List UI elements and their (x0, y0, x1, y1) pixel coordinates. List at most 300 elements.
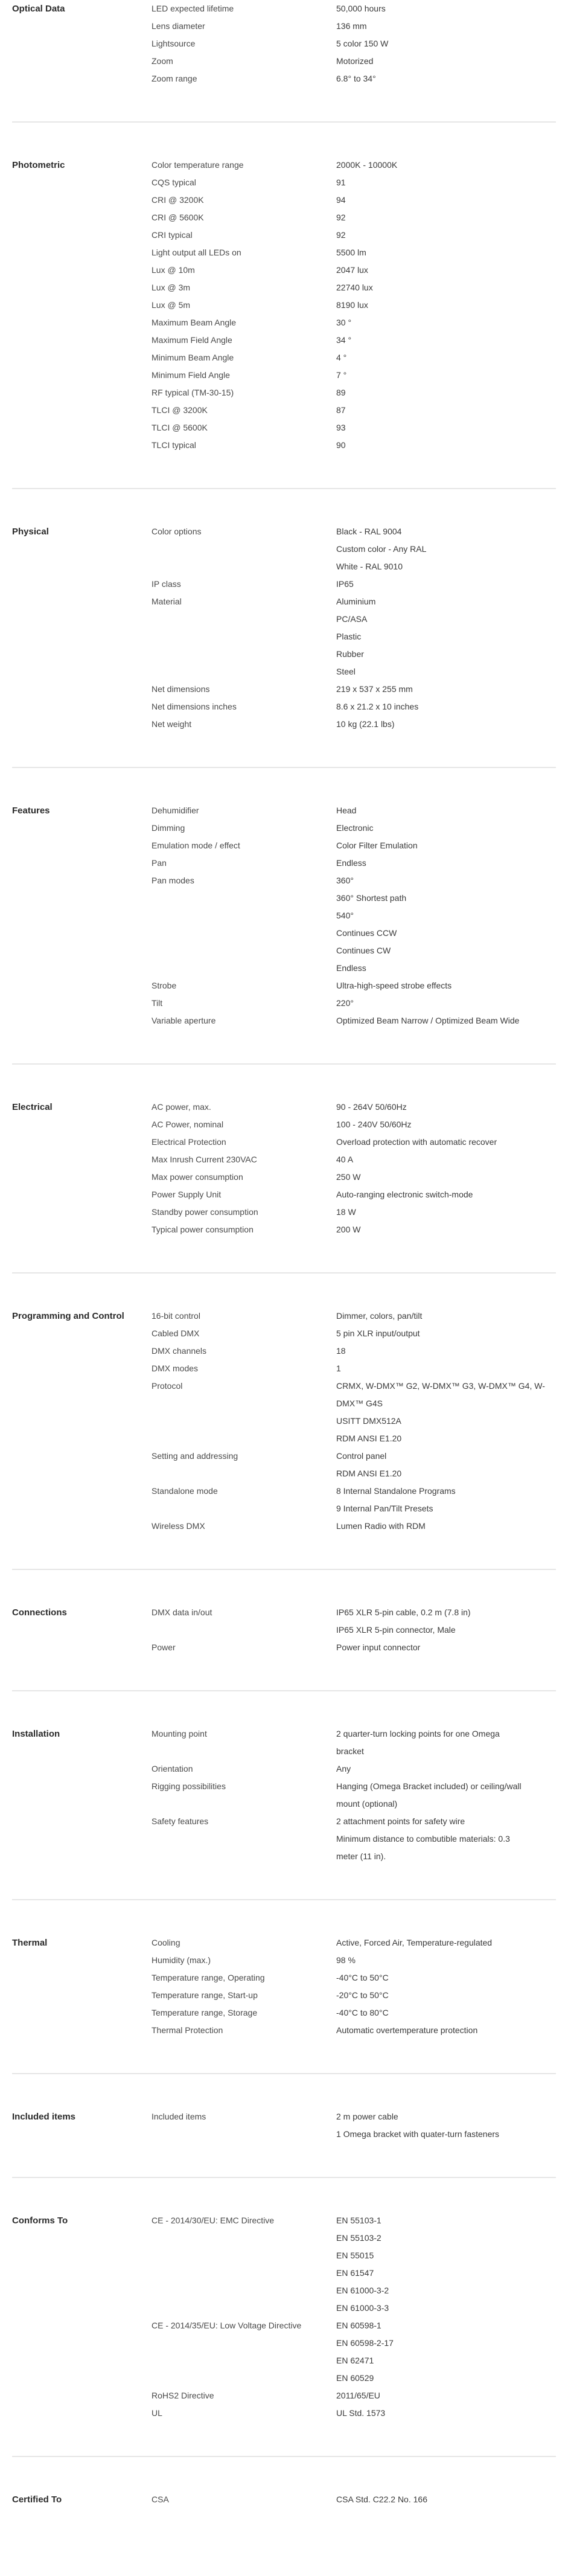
spec-value: 219 x 537 x 255 mm (336, 684, 413, 694)
spec-values (336, 1307, 556, 1325)
spec-row (152, 2405, 556, 2422)
spec-label: Dimming (152, 823, 185, 833)
spec-row (152, 1133, 556, 1151)
spec-values (336, 0, 556, 18)
spec-values (336, 2491, 556, 2508)
spec-values (336, 977, 556, 995)
spec-value: 2 quarter-turn locking points for one Omega (336, 1729, 500, 1738)
spec-rows (152, 1098, 556, 1238)
section-title: Photometric (12, 160, 65, 170)
spec-values (336, 2004, 556, 2022)
spec-value: Aluminium (336, 597, 376, 606)
spec-values (336, 191, 556, 209)
spec-value: 34 ° (336, 335, 352, 345)
spec-section-photometric (12, 156, 556, 489)
spec-row (152, 1012, 556, 1030)
spec-label: Max Inrush Current 230VAC (152, 1155, 257, 1164)
spec-row (152, 716, 556, 733)
spec-label: CQS typical (152, 178, 196, 187)
spec-values (336, 575, 556, 593)
spec-row (152, 681, 556, 698)
spec-value: Continues CCW (336, 928, 397, 938)
spec-values (336, 1778, 556, 1813)
spec-value: Custom color - Any RAL (336, 544, 427, 554)
spec-value: 2011/65/EU (336, 2391, 380, 2400)
spec-value: 6.8° to 34° (336, 74, 376, 83)
spec-section-connections (12, 1604, 556, 1691)
spec-value: -40°C to 50°C (336, 1973, 389, 1982)
spec-values (336, 314, 556, 332)
spec-row (152, 1203, 556, 1221)
spec-label: Material (152, 597, 182, 606)
spec-value: 22740 lux (336, 283, 373, 292)
spec-value: -20°C to 50°C (336, 1990, 389, 2000)
spec-row (152, 854, 556, 872)
spec-value: Active, Forced Air, Temperature-regulated (336, 1938, 493, 1947)
spec-row (152, 226, 556, 244)
section-title: Connections (12, 1607, 67, 1618)
spec-values (336, 593, 556, 681)
section-title: Conforms To (12, 2216, 68, 2226)
spec-row (152, 1221, 556, 1238)
spec-values (336, 1151, 556, 1168)
spec-row (152, 1639, 556, 1656)
spec-value: CSA Std. C22.2 No. 166 (336, 2494, 427, 2504)
spec-section-programming-and-control (12, 1307, 556, 1570)
spec-value: 92 (336, 213, 346, 222)
spec-label: TLCI @ 3200K (152, 405, 208, 415)
spec-value: 40 A (336, 1155, 354, 1164)
spec-value: Power input connector (336, 1642, 421, 1652)
spec-row (152, 1952, 556, 1969)
spec-value: Lumen Radio with RDM (336, 1521, 426, 1531)
spec-value: 7 ° (336, 370, 347, 380)
spec-label: Minimum Field Angle (152, 370, 230, 380)
spec-label: Color options (152, 527, 202, 536)
spec-value: 200 W (336, 1225, 361, 1234)
spec-row (152, 296, 556, 314)
spec-label: Pan (152, 858, 167, 868)
spec-value: DMX™ G4S (336, 1399, 383, 1408)
spec-label: Strobe (152, 981, 177, 990)
spec-value: RDM ANSI E1.20 (336, 1434, 402, 1443)
spec-value: 8.6 x 21.2 x 10 inches (336, 702, 419, 711)
spec-label: Protocol (152, 1381, 183, 1391)
spec-values (336, 837, 556, 854)
spec-label: Mounting point (152, 1729, 207, 1738)
spec-row (152, 314, 556, 332)
spec-label: Cabled DMX (152, 1328, 200, 1338)
spec-section-physical (12, 523, 556, 768)
spec-row (152, 18, 556, 35)
spec-section-optical-data (12, 0, 556, 123)
spec-values (336, 209, 556, 226)
spec-values (336, 1116, 556, 1133)
spec-value: 98 % (336, 1955, 356, 1965)
spec-values (336, 1725, 556, 1760)
spec-label: Temperature range, Operating (152, 1973, 265, 1982)
spec-row (152, 279, 556, 296)
spec-value: Endless (336, 963, 366, 973)
spec-row (152, 1307, 556, 1325)
spec-value: RDM ANSI E1.20 (336, 1469, 402, 1478)
spec-section-installation (12, 1725, 556, 1900)
spec-label: Typical power consumption (152, 1225, 254, 1234)
spec-value: 250 W (336, 1172, 361, 1182)
spec-row (152, 437, 556, 454)
spec-value: Auto-ranging electronic switch-mode (336, 1190, 473, 1199)
spec-value: 100 - 240V 50/60Hz (336, 1120, 412, 1129)
spec-row (152, 872, 556, 977)
spec-values (336, 1813, 556, 1865)
spec-values (336, 367, 556, 384)
spec-row (152, 698, 556, 716)
spec-row (152, 1969, 556, 1987)
spec-row (152, 819, 556, 837)
spec-row (152, 977, 556, 995)
spec-values (336, 1482, 556, 1517)
spec-row (152, 2108, 556, 2143)
spec-value: meter (11 in). (336, 1851, 386, 1861)
spec-label: TLCI @ 5600K (152, 423, 208, 432)
spec-values (336, 1133, 556, 1151)
spec-value: EN 55015 (336, 2251, 374, 2260)
spec-row (152, 244, 556, 261)
spec-value: 2 m power cable (336, 2112, 398, 2121)
spec-label: Electrical Protection (152, 1137, 226, 1147)
section-title: Electrical (12, 1102, 53, 1112)
spec-row (152, 523, 556, 575)
spec-values (336, 174, 556, 191)
spec-label: Variable aperture (152, 1016, 216, 1025)
spec-label: Emulation mode / effect (152, 841, 240, 850)
spec-section-included-items (12, 2108, 556, 2178)
spec-label: CE - 2014/30/EU: EMC Directive (152, 2216, 275, 2225)
spec-values (336, 1987, 556, 2004)
section-title: Certified To (12, 2494, 62, 2505)
spec-label: RoHS2 Directive (152, 2391, 214, 2400)
spec-label: Net dimensions inches (152, 702, 237, 711)
spec-label: Standalone mode (152, 1486, 218, 1496)
spec-values (336, 1447, 556, 1482)
spec-label: Power Supply Unit (152, 1190, 222, 1199)
spec-row (152, 1447, 556, 1482)
spec-row (152, 995, 556, 1012)
spec-values (336, 2387, 556, 2405)
spec-values (336, 1952, 556, 1969)
spec-row (152, 1517, 556, 1535)
spec-value: 8190 lux (336, 300, 368, 310)
spec-row (152, 575, 556, 593)
spec-rows (152, 802, 556, 1030)
spec-row (152, 174, 556, 191)
spec-value: EN 60598-2-17 (336, 2338, 394, 2348)
spec-value: 2000K - 10000K (336, 160, 398, 170)
spec-label: 16-bit control (152, 1311, 200, 1321)
spec-value: PC/ASA (336, 614, 368, 624)
spec-values (336, 1098, 556, 1116)
spec-label: AC power, max. (152, 1102, 211, 1112)
spec-row (152, 332, 556, 349)
spec-section-certified-to (12, 2491, 556, 2542)
spec-values (336, 18, 556, 35)
spec-label: Thermal Protection (152, 2025, 223, 2035)
section-title: Programming and Control (12, 1311, 124, 1321)
spec-section-features (12, 802, 556, 1065)
spec-label: Lens diameter (152, 21, 205, 31)
spec-label: Cooling (152, 1938, 180, 1947)
spec-values (336, 1360, 556, 1377)
spec-label: Net dimensions (152, 684, 210, 694)
spec-label: Lux @ 10m (152, 265, 195, 275)
spec-label: DMX channels (152, 1346, 207, 1356)
spec-value: Overload protection with automatic recover (336, 1137, 497, 1147)
spec-label: Setting and addressing (152, 1451, 238, 1461)
spec-row (152, 1778, 556, 1813)
spec-values (336, 1186, 556, 1203)
spec-label: DMX modes (152, 1363, 199, 1373)
spec-value: 5 color 150 W (336, 39, 389, 48)
spec-rows (152, 0, 556, 88)
spec-rows (152, 2212, 556, 2422)
spec-values (336, 384, 556, 402)
spec-row (152, 1186, 556, 1203)
spec-value: Electronic (336, 823, 374, 833)
spec-label: Lux @ 3m (152, 283, 191, 292)
spec-value: 5500 lm (336, 248, 366, 257)
spec-row (152, 1168, 556, 1186)
spec-values (336, 70, 556, 88)
spec-value: 30 ° (336, 318, 352, 327)
spec-value: 2 attachment points for safety wire (336, 1816, 465, 1826)
section-title: Optical Data (12, 4, 65, 14)
spec-label: CRI @ 3200K (152, 195, 204, 205)
spec-value: Control panel (336, 1451, 387, 1461)
spec-label: AC Power, nominal (152, 1120, 224, 1129)
spec-values (336, 53, 556, 70)
spec-label: Power (152, 1642, 176, 1652)
spec-values (336, 1221, 556, 1238)
spec-value: 220° (336, 998, 354, 1008)
spec-values (336, 1517, 556, 1535)
spec-value: 91 (336, 178, 346, 187)
spec-label: Zoom (152, 56, 173, 66)
spec-row (152, 261, 556, 279)
spec-values (336, 1168, 556, 1186)
spec-label: Color temperature range (152, 160, 244, 170)
spec-label: IP class (152, 579, 181, 589)
spec-value: 92 (336, 230, 346, 240)
spec-values (336, 2317, 556, 2387)
spec-row (152, 367, 556, 384)
spec-row (152, 2004, 556, 2022)
spec-value: Dimmer, colors, pan/tilt (336, 1311, 423, 1321)
spec-row (152, 0, 556, 18)
spec-value: 5 pin XLR input/output (336, 1328, 420, 1338)
spec-label: Rigging possibilities (152, 1781, 226, 1791)
spec-value: 18 W (336, 1207, 356, 1217)
spec-row (152, 35, 556, 53)
spec-value: Ultra-high-speed strobe effects (336, 981, 452, 990)
spec-row (152, 1098, 556, 1116)
spec-value: 9 Internal Pan/Tilt Presets (336, 1504, 433, 1513)
spec-values (336, 1342, 556, 1360)
section-title: Thermal (12, 1938, 48, 1948)
spec-values (336, 681, 556, 698)
spec-value: 1 (336, 1363, 341, 1373)
spec-rows (152, 1307, 556, 1535)
spec-row (152, 593, 556, 681)
spec-value: 89 (336, 388, 346, 397)
spec-row (152, 1377, 556, 1447)
spec-value: Hanging (Omega Bracket included) or ceiling/wall (336, 1781, 522, 1791)
spec-label: Standby power consumption (152, 1207, 258, 1217)
spec-values (336, 872, 556, 977)
spec-value: 136 mm (336, 21, 367, 31)
spec-label: RF typical (TM-30-15) (152, 388, 234, 397)
spec-value: EN 55103-2 (336, 2233, 381, 2243)
spec-rows (152, 2491, 556, 2508)
spec-value: 1 Omega bracket with quater-turn fasteners (336, 2129, 500, 2139)
spec-label: LED expected lifetime (152, 4, 234, 13)
spec-row (152, 384, 556, 402)
spec-label: Orientation (152, 1764, 193, 1773)
spec-value: 360° (336, 876, 354, 885)
spec-values (336, 244, 556, 261)
spec-value: EN 60598-1 (336, 2321, 381, 2330)
spec-value: 360° Shortest path (336, 893, 407, 903)
spec-row (152, 1116, 556, 1133)
spec-value: Color Filter Emulation (336, 841, 418, 850)
spec-value: 94 (336, 195, 346, 205)
spec-value: UL Std. 1573 (336, 2408, 386, 2418)
spec-label: CRI typical (152, 230, 193, 240)
spec-row (152, 2317, 556, 2387)
spec-value: EN 61547 (336, 2268, 374, 2278)
spec-values (336, 995, 556, 1012)
spec-label: Dehumidifier (152, 806, 199, 815)
spec-label: Included items (152, 2112, 206, 2121)
spec-row (152, 1325, 556, 1342)
spec-label: CRI @ 5600K (152, 213, 204, 222)
spec-rows (152, 1725, 556, 1865)
spec-value: Head (336, 806, 357, 815)
spec-value: 4 ° (336, 353, 347, 362)
spec-values (336, 1934, 556, 1952)
spec-values (336, 35, 556, 53)
spec-value: 90 (336, 440, 346, 450)
spec-row (152, 2387, 556, 2405)
spec-value: mount (optional) (336, 1799, 398, 1809)
spec-row (152, 802, 556, 819)
spec-value: Automatic overtemperature protection (336, 2025, 478, 2035)
spec-rows (152, 2108, 556, 2143)
spec-value: EN 60529 (336, 2373, 374, 2383)
spec-values (336, 2108, 556, 2143)
spec-value: Black - RAL 9004 (336, 527, 402, 536)
spec-value: CRMX, W-DMX™ G2, W-DMX™ G3, W-DMX™ G4, W- (336, 1381, 545, 1391)
spec-values (336, 2405, 556, 2422)
spec-value: 93 (336, 423, 346, 432)
spec-label: CE - 2014/35/EU: Low Voltage Directive (152, 2321, 302, 2330)
spec-label: TLCI typical (152, 440, 196, 450)
spec-row (152, 53, 556, 70)
spec-label: Lux @ 5m (152, 300, 191, 310)
spec-values (336, 1377, 556, 1447)
spec-row (152, 1934, 556, 1952)
spec-values (336, 1604, 556, 1639)
spec-label: UL (152, 2408, 162, 2418)
spec-section-conforms-to (12, 2212, 556, 2457)
spec-label: Humidity (max.) (152, 1955, 211, 1965)
spec-row (152, 2212, 556, 2317)
spec-value: USITT DMX512A (336, 1416, 401, 1426)
spec-row (152, 1482, 556, 1517)
spec-values (336, 296, 556, 314)
spec-section-thermal (12, 1934, 556, 2074)
spec-row (152, 1360, 556, 1377)
spec-values (336, 437, 556, 454)
spec-row (152, 70, 556, 88)
spec-value: IP65 XLR 5-pin cable, 0.2 m (7.8 in) (336, 1607, 471, 1617)
spec-values (336, 226, 556, 244)
spec-row (152, 402, 556, 419)
spec-values (336, 523, 556, 575)
spec-row (152, 1342, 556, 1360)
spec-values (336, 716, 556, 733)
spec-value: Minimum distance to combutible materials: 0.3 (336, 1834, 510, 1844)
spec-rows (152, 156, 556, 454)
spec-label: Maximum Beam Angle (152, 318, 237, 327)
spec-value: EN 61000-3-2 (336, 2286, 389, 2295)
spec-label: Light output all LEDs on (152, 248, 241, 257)
spec-value: White - RAL 9010 (336, 562, 403, 571)
spec-label: Temperature range, Start-up (152, 1990, 258, 2000)
spec-values (336, 1760, 556, 1778)
spec-value: IP65 XLR 5-pin connector, Male (336, 1625, 456, 1635)
spec-value: 2047 lux (336, 265, 368, 275)
spec-label: Lightsource (152, 39, 196, 48)
spec-value: Continues CW (336, 946, 391, 955)
spec-label: Zoom range (152, 74, 197, 83)
spec-label: Max power consumption (152, 1172, 243, 1182)
spec-value: Rubber (336, 649, 364, 659)
spec-row (152, 1604, 556, 1639)
spec-row (152, 1987, 556, 2004)
spec-value: 8 Internal Standalone Programs (336, 1486, 456, 1496)
spec-value: Steel (336, 667, 356, 676)
spec-label: Tilt (152, 998, 163, 1008)
spec-value: 10 kg (22.1 lbs) (336, 719, 395, 729)
spec-value: EN 55103-1 (336, 2216, 381, 2225)
spec-values (336, 2212, 556, 2317)
spec-values (336, 802, 556, 819)
spec-rows (152, 523, 556, 733)
spec-label: Minimum Beam Angle (152, 353, 234, 362)
spec-values (336, 419, 556, 437)
spec-values (336, 279, 556, 296)
spec-values (336, 1203, 556, 1221)
spec-values (336, 332, 556, 349)
spec-value: Plastic (336, 632, 362, 641)
spec-row (152, 1813, 556, 1865)
spec-value: Endless (336, 858, 366, 868)
spec-row (152, 837, 556, 854)
spec-value: 540° (336, 911, 354, 920)
section-title: Installation (12, 1729, 60, 1739)
spec-values (336, 1969, 556, 1987)
spec-value: 50,000 hours (336, 4, 386, 13)
